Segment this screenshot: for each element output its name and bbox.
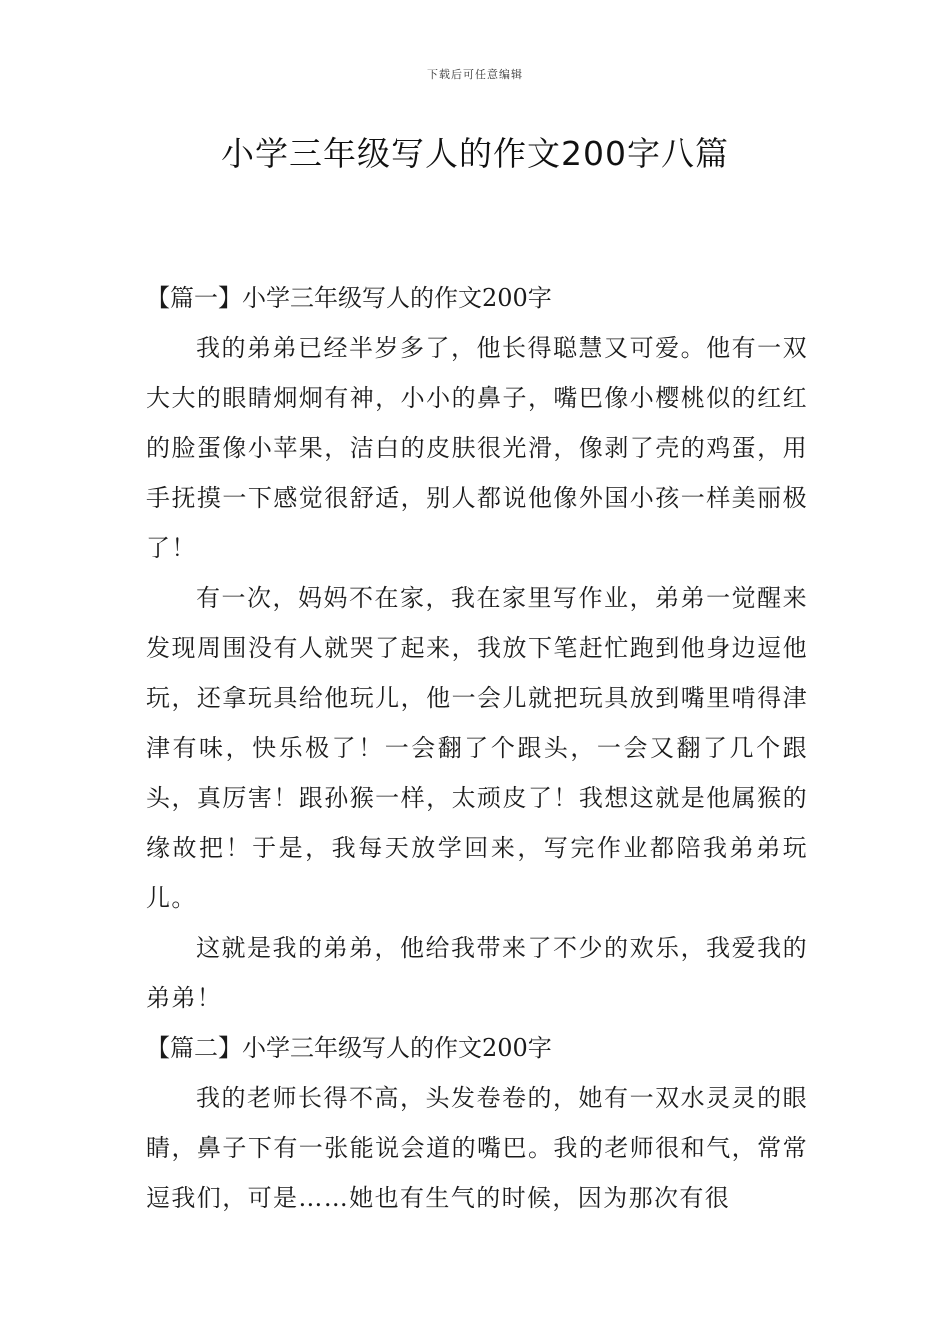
section-1 [146, 273, 808, 1023]
paragraph: 我的老师长得不高，头发卷卷的，她有一双水灵灵的眼睛，鼻子下有一张能说会道的嘴巴。我的老师很和气，常常逗我们，可是……她也有生气的时候，因为那次有很 [146, 1084, 808, 1212]
paragraph: 我的弟弟已经半岁多了，他长得聪慧又可爱。他有一双大大的眼睛炯炯有神，小小的鼻子，嘴巴像小樱桃似的红红的脸蛋像小苹果，洁白的皮肤很光滑，像剥了壳的鸡蛋，用手抚摸一下感觉很舒适，别人都说他像外国小孩一样美丽极了！ [146, 334, 808, 562]
document-body [146, 273, 808, 1223]
section-2 [146, 1023, 808, 1223]
section-heading: 【篇二】小学三年级写人的作文200字 [146, 1034, 552, 1062]
section-heading: 【篇一】小学三年级写人的作文200字 [146, 284, 552, 312]
paragraph: 有一次，妈妈不在家，我在家里写作业，弟弟一觉醒来发现周围没有人就哭了起来，我放下笔赶忙跑到他身边逗他玩，还拿玩具给他玩儿，他一会儿就把玩具放到嘴里啃得津津有味，快乐极了！一会翻了个跟头，一会又翻了几个跟头，真厉害！跟孙猴一样，太顽皮了！我想这就是他属猴的缘故把！于是，我每天放学回来，写完作业都陪我弟弟玩儿。 [146, 584, 808, 912]
header-note: 下载后可任意编辑 [427, 68, 523, 81]
paragraph: 这就是我的弟弟，他给我带来了不少的欢乐，我爱我的弟弟！ [146, 934, 808, 1012]
document-title: 小学三年级写人的作文200字八篇 [221, 134, 729, 173]
